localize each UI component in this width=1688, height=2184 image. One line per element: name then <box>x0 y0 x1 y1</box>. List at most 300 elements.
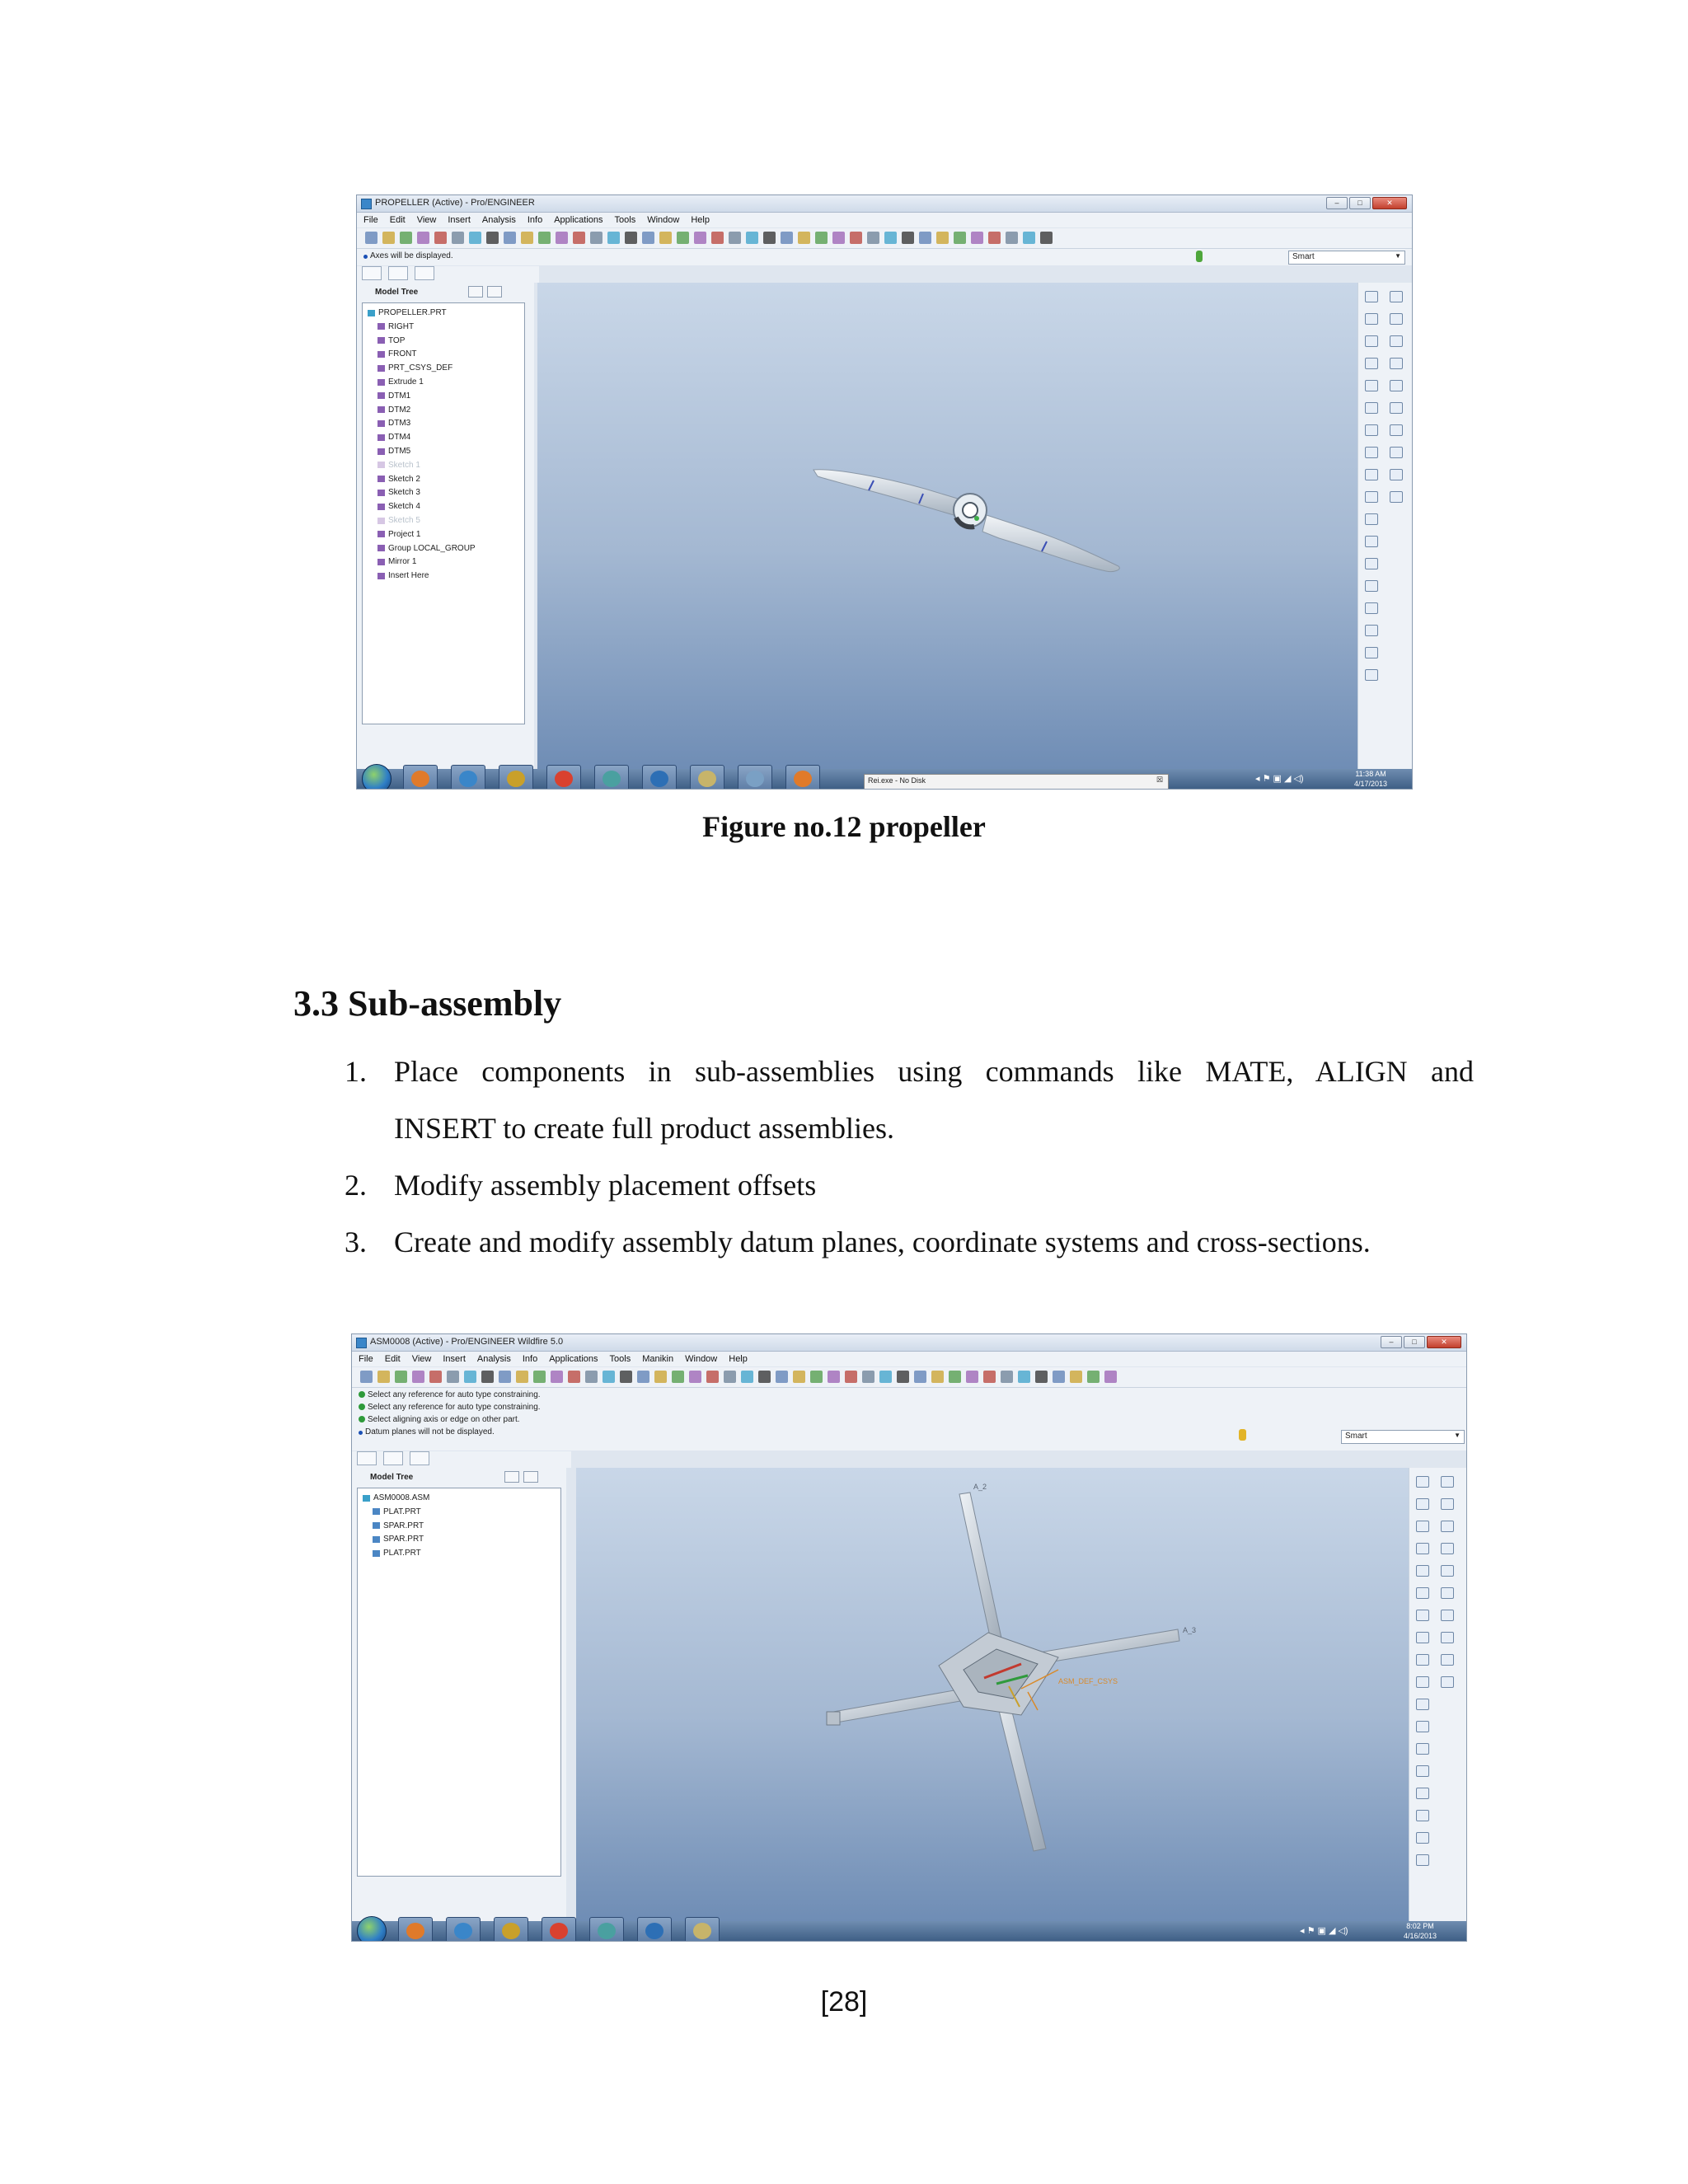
feature-tool-icon[interactable] <box>1416 1765 1429 1777</box>
feature-icon <box>377 559 385 565</box>
tree-item[interactable] <box>377 475 420 484</box>
favorites-tab[interactable] <box>415 266 434 280</box>
feature-tool-icon[interactable] <box>1365 602 1378 614</box>
graphics-window[interactable] <box>537 283 1357 769</box>
tree-item[interactable] <box>368 308 447 317</box>
menu-help[interactable]: Help <box>729 1354 748 1364</box>
minimize-button[interactable]: – <box>1326 197 1348 209</box>
toolbar-button-icon[interactable] <box>452 232 464 244</box>
tree-item-label: Project 1 <box>388 529 421 539</box>
model-tree-panel <box>357 283 534 769</box>
main-toolbar <box>357 228 1412 249</box>
list-text: Place components in sub-assemblies using commands like MATE, ALIGN and <box>394 1055 1474 1088</box>
maximize-button[interactable]: □ <box>1349 197 1371 209</box>
toolbar-button-icon[interactable] <box>568 1371 580 1383</box>
popup-close-icon[interactable]: ☒ <box>1156 776 1163 784</box>
toolbar-button-icon[interactable] <box>590 232 603 244</box>
feature-tool-icon[interactable] <box>1441 1676 1454 1688</box>
toolbar-button-icon[interactable] <box>741 1371 753 1383</box>
toolbar-button-icon[interactable] <box>481 1371 494 1383</box>
tree-item[interactable] <box>373 1535 424 1544</box>
feature-tool-icon[interactable] <box>1441 1521 1454 1532</box>
tree-item-label: PRT_CSYS_DEF <box>388 363 453 373</box>
toolbar-button-icon[interactable] <box>551 1371 563 1383</box>
feature-tool-icon[interactable] <box>1365 447 1378 458</box>
feature-tool-icon[interactable] <box>1390 313 1403 325</box>
windows-taskbar <box>357 769 1412 789</box>
tree-item[interactable] <box>377 530 420 539</box>
toolbar-button-icon[interactable] <box>659 232 672 244</box>
toolbar-button-icon[interactable] <box>815 232 828 244</box>
tree-item[interactable] <box>377 571 429 580</box>
window-title: ASM0008 (Active) - Pro/ENGINEER Wildfire 5.0 <box>370 1337 564 1347</box>
csys-label: ASM_DEF_CSYS <box>1058 1677 1118 1685</box>
tree-item[interactable] <box>377 502 420 511</box>
feature-tool-icon[interactable] <box>1365 358 1378 369</box>
feature-tool-icon[interactable] <box>1365 491 1378 503</box>
show-menu-icon[interactable] <box>523 1471 538 1483</box>
toolbar-button-icon[interactable] <box>486 232 499 244</box>
feature-icon <box>377 573 385 579</box>
toolbar-button-icon[interactable] <box>360 1371 373 1383</box>
menu-edit[interactable]: Edit <box>384 1354 401 1364</box>
message-line <box>359 1415 520 1424</box>
menu-bar <box>357 213 1412 227</box>
message-text: Select any reference for auto type constraining. <box>368 1390 541 1399</box>
toolbar-button-icon[interactable] <box>672 1371 684 1383</box>
tree-item-label: Extrude 1 <box>388 377 424 387</box>
tree-item[interactable] <box>377 377 424 387</box>
tree-item-label: DTM3 <box>388 419 411 429</box>
feature-icon <box>377 504 385 510</box>
feature-icon <box>377 490 385 496</box>
taskbar-app-button[interactable] <box>403 765 438 790</box>
status-light-icon <box>1239 1429 1246 1441</box>
feature-tool-icon[interactable] <box>1416 1654 1429 1666</box>
menu-applications[interactable]: Applications <box>554 215 603 225</box>
tree-item-label: Sketch 2 <box>388 474 420 484</box>
toolbar-button-icon[interactable] <box>931 1371 944 1383</box>
toolbar-button-icon[interactable] <box>706 1371 719 1383</box>
main-toolbar <box>352 1367 1466 1388</box>
toolbar-button-icon[interactable] <box>516 1371 528 1383</box>
start-button[interactable] <box>357 1916 387 1942</box>
taskbar-app-button[interactable] <box>738 765 772 790</box>
tree-item[interactable] <box>377 557 416 566</box>
toolbar-button-icon[interactable] <box>832 232 845 244</box>
menu-info[interactable]: Info <box>527 215 543 225</box>
toolbar-button-icon[interactable] <box>573 232 585 244</box>
feature-tool-icon[interactable] <box>1416 1743 1429 1755</box>
toolbar-button-icon[interactable] <box>429 1371 442 1383</box>
model-tree-header: Model Tree <box>370 1473 414 1482</box>
app-icon <box>698 771 716 787</box>
taskbar-app-button[interactable] <box>589 1917 624 1942</box>
toolbar-button-icon[interactable] <box>781 232 793 244</box>
menu-insert[interactable]: Insert <box>443 1354 466 1364</box>
toolbar-button-icon[interactable] <box>983 1371 996 1383</box>
status-light-icon <box>1196 251 1203 262</box>
toolbar-button-icon[interactable] <box>447 1371 459 1383</box>
tree-item-label: Group LOCAL_GROUP <box>388 543 476 553</box>
clock-time: 8:02 PM <box>1406 1922 1434 1930</box>
clock-date: 4/16/2013 <box>1404 1932 1437 1940</box>
feature-tool-icon[interactable] <box>1416 1632 1429 1643</box>
spar-arm-left <box>832 1689 965 1723</box>
menu-view[interactable]: View <box>416 215 437 225</box>
toolbar-button-icon[interactable] <box>798 232 810 244</box>
maximize-button[interactable]: □ <box>1404 1336 1425 1348</box>
toolbar-button-icon[interactable] <box>828 1371 840 1383</box>
model-tree-tab[interactable] <box>357 1451 377 1465</box>
feature-tool-icon[interactable] <box>1365 402 1378 414</box>
toolbar-button-icon[interactable] <box>637 1371 649 1383</box>
taskbar-app-button[interactable] <box>446 1917 481 1942</box>
toolbar-button-icon[interactable] <box>1001 1371 1013 1383</box>
toolbar-button-icon[interactable] <box>724 1371 736 1383</box>
graphics-window[interactable] <box>576 1468 1409 1921</box>
toolbar-button-icon[interactable] <box>1018 1371 1030 1383</box>
taskbar-app-button[interactable] <box>637 1917 672 1942</box>
feature-tool-icon[interactable] <box>1390 358 1403 369</box>
toolbar-button-icon[interactable] <box>625 232 637 244</box>
bullet-icon <box>363 255 368 259</box>
close-button[interactable]: ✕ <box>1427 1336 1461 1348</box>
window-titlebar <box>352 1334 1466 1352</box>
feature-tool-icon[interactable] <box>1416 1676 1429 1688</box>
toolbar-button-icon[interactable] <box>1087 1371 1100 1383</box>
clock-time: 11:38 AM <box>1355 770 1386 778</box>
toolbar-button-icon[interactable] <box>729 232 741 244</box>
feature-tool-icon[interactable] <box>1416 1810 1429 1821</box>
list-text: INSERT to create full product assemblies. <box>394 1112 895 1145</box>
menu-insert[interactable]: Insert <box>448 215 471 225</box>
feature-tool-icon[interactable] <box>1416 1610 1429 1621</box>
feature-icon <box>377 337 385 344</box>
toolbar-button-icon[interactable] <box>654 1371 667 1383</box>
toolbar-button-icon[interactable] <box>382 232 395 244</box>
toolbar-button-icon[interactable] <box>971 232 983 244</box>
feature-icon <box>377 379 385 386</box>
toolbar-button-icon[interactable] <box>897 1371 909 1383</box>
feature-tool-icon[interactable] <box>1441 1632 1454 1643</box>
feature-tool-icon[interactable] <box>1390 291 1403 302</box>
toolbar-button-icon[interactable] <box>556 232 568 244</box>
tree-item[interactable] <box>377 405 410 415</box>
favorites-tab[interactable] <box>410 1451 429 1465</box>
feature-tool-icon[interactable] <box>1390 491 1403 503</box>
system-tray-icons[interactable]: ◂ ⚑ ▣ ◢ ◁) <box>1255 774 1304 784</box>
toolbar-button-icon[interactable] <box>711 232 724 244</box>
tree-item[interactable] <box>377 419 410 428</box>
toolbar-button-icon[interactable] <box>746 232 758 244</box>
tree-item[interactable] <box>373 1507 421 1516</box>
toolbar-button-icon[interactable] <box>464 1371 476 1383</box>
tree-item[interactable] <box>377 516 420 525</box>
taskbar-app-button[interactable] <box>594 765 629 790</box>
system-clock[interactable] <box>1354 769 1387 789</box>
tree-item[interactable] <box>377 447 410 456</box>
feature-tool-icon[interactable] <box>1365 580 1378 592</box>
tree-settings-icon[interactable] <box>504 1471 519 1483</box>
toolbar-button-icon[interactable] <box>521 232 533 244</box>
system-clock[interactable] <box>1404 1921 1437 1941</box>
app-icon <box>356 1338 367 1348</box>
feature-tool-icon[interactable] <box>1365 647 1378 658</box>
feature-tool-icon[interactable] <box>1390 402 1403 414</box>
menu-tools[interactable]: Tools <box>609 1354 631 1364</box>
toolbar-button-icon[interactable] <box>395 1371 407 1383</box>
toolbar-button-icon[interactable] <box>1070 1371 1082 1383</box>
selection-filter[interactable] <box>1288 251 1405 265</box>
propeller-blade-right <box>982 515 1119 572</box>
tree-item-label: DTM5 <box>388 447 411 456</box>
system-tray-icons[interactable]: ◂ ⚑ ▣ ◢ ◁) <box>1300 1926 1348 1936</box>
tree-item[interactable] <box>377 322 414 331</box>
tree-item[interactable] <box>377 461 420 470</box>
feature-tool-icon[interactable] <box>1365 536 1378 547</box>
tree-item-label: PLAT.PRT <box>383 1507 421 1516</box>
toolbar-button-icon[interactable] <box>949 1371 961 1383</box>
taskbar-app-button[interactable] <box>542 1917 576 1942</box>
tree-item[interactable] <box>373 1521 424 1530</box>
feature-tool-icon[interactable] <box>1441 1543 1454 1554</box>
feature-tool-icon[interactable] <box>1390 380 1403 391</box>
feature-tool-icon[interactable] <box>1416 1699 1429 1710</box>
page-number: [28] <box>820 1986 868 2018</box>
feature-tool-icon[interactable] <box>1365 669 1378 681</box>
toolbar-button-icon[interactable] <box>1104 1371 1117 1383</box>
feature-tool-icon[interactable] <box>1365 424 1378 436</box>
feature-tool-icon[interactable] <box>1390 424 1403 436</box>
menu-file[interactable]: File <box>359 1354 373 1364</box>
menu-tools[interactable]: Tools <box>614 215 636 225</box>
toolbar-button-icon[interactable] <box>412 1371 424 1383</box>
feature-icon <box>373 1550 380 1557</box>
no-disk-popup[interactable] <box>864 774 1169 790</box>
folder-browser-tab[interactable] <box>388 266 408 280</box>
toolbar-button-icon[interactable] <box>1035 1371 1048 1383</box>
toolbar-button-icon[interactable] <box>810 1371 823 1383</box>
toolbar-button-icon[interactable] <box>533 1371 546 1383</box>
tree-settings-icon[interactable] <box>468 286 483 298</box>
feature-tool-icon[interactable] <box>1390 469 1403 480</box>
tree-item[interactable] <box>377 488 420 497</box>
feature-tool-icon[interactable] <box>1365 291 1378 302</box>
selection-filter[interactable] <box>1341 1430 1465 1444</box>
feature-tool-icon[interactable] <box>1416 1476 1429 1488</box>
feature-tool-icon[interactable] <box>1365 335 1378 347</box>
menu-applications[interactable]: Applications <box>549 1354 598 1364</box>
tree-item[interactable] <box>377 349 416 359</box>
taskbar-app-button[interactable] <box>398 1917 433 1942</box>
window-titlebar <box>357 195 1412 213</box>
taskbar-app-button[interactable] <box>546 765 581 790</box>
taskbar-app-button[interactable] <box>499 765 533 790</box>
toolbar-button-icon[interactable] <box>776 1371 788 1383</box>
feature-tool-icon[interactable] <box>1390 335 1403 347</box>
toolbar-button-icon[interactable] <box>793 1371 805 1383</box>
toolbar-button-icon[interactable] <box>1006 232 1018 244</box>
menu-analysis[interactable]: Analysis <box>476 1354 511 1364</box>
app-icon <box>454 1923 472 1939</box>
toolbar-button-icon[interactable] <box>504 232 516 244</box>
feature-icon <box>377 420 385 427</box>
feature-tool-icon[interactable] <box>1416 1543 1429 1554</box>
start-button[interactable] <box>362 764 392 790</box>
section-heading: 3.3 Sub-assembly <box>293 983 562 1024</box>
tree-item[interactable] <box>377 544 476 553</box>
tree-item[interactable] <box>363 1493 429 1502</box>
app-icon <box>502 1923 520 1939</box>
list-number: 1. <box>345 1055 367 1088</box>
toolbar-button-icon[interactable] <box>677 232 689 244</box>
toolbar-button-icon[interactable] <box>845 1371 857 1383</box>
feature-tool-icon[interactable] <box>1416 1832 1429 1844</box>
tree-item-label: TOP <box>388 335 406 345</box>
menu-file[interactable]: File <box>363 215 378 225</box>
toolbar-button-icon[interactable] <box>862 1371 874 1383</box>
minimize-button[interactable]: – <box>1381 1336 1402 1348</box>
feature-tool-icon[interactable] <box>1441 1587 1454 1599</box>
toolbar-button-icon[interactable] <box>603 1371 615 1383</box>
toolbar-button-icon[interactable] <box>620 1371 632 1383</box>
message-text: Axes will be displayed. <box>370 251 453 260</box>
model-tree-tab[interactable] <box>362 266 382 280</box>
toolbar-button-icon[interactable] <box>919 232 931 244</box>
toolbar-button-icon[interactable] <box>879 1371 892 1383</box>
feature-icon <box>377 448 385 455</box>
popup-text: Rei.exe - No Disk <box>868 776 926 785</box>
taskbar-app-button[interactable] <box>494 1917 528 1942</box>
folder-browser-tab[interactable] <box>383 1451 403 1465</box>
toolbar-button-icon[interactable] <box>902 232 914 244</box>
toolbar-button-icon[interactable] <box>954 232 966 244</box>
tree-item[interactable] <box>373 1549 421 1558</box>
taskbar-app-button[interactable] <box>642 765 677 790</box>
feature-tool-icon[interactable] <box>1365 625 1378 636</box>
toolbar-button-icon[interactable] <box>607 232 620 244</box>
feature-tool-icon[interactable] <box>1441 1654 1454 1666</box>
assembly-model <box>576 1468 1409 1921</box>
feature-icon <box>377 476 385 482</box>
app-icon <box>550 1923 568 1939</box>
feature-tool-icon[interactable] <box>1365 313 1378 325</box>
app-icon <box>746 771 764 787</box>
taskbar-app-button[interactable] <box>685 1917 720 1942</box>
feature-tool-icon[interactable] <box>1365 380 1378 391</box>
taskbar-app-button[interactable] <box>785 765 820 790</box>
feature-tool-icon[interactable] <box>1416 1788 1429 1799</box>
tree-item[interactable] <box>377 336 405 345</box>
toolbar-button-icon[interactable] <box>867 232 879 244</box>
app-icon <box>555 771 573 787</box>
menu-window[interactable]: Window <box>647 215 680 225</box>
feature-tool-icon[interactable] <box>1441 1476 1454 1488</box>
feature-tool-icon[interactable] <box>1416 1854 1429 1866</box>
windows-taskbar <box>352 1921 1466 1941</box>
right-feature-toolbar <box>1409 1468 1467 1921</box>
menu-help[interactable]: Help <box>691 215 710 225</box>
toolbar-button-icon[interactable] <box>417 232 429 244</box>
feature-tool-icon[interactable] <box>1441 1498 1454 1510</box>
menu-analysis[interactable]: Analysis <box>481 215 516 225</box>
feature-tool-icon[interactable] <box>1416 1721 1429 1732</box>
feature-icon <box>377 545 385 551</box>
toolbar-button-icon[interactable] <box>642 232 654 244</box>
toolbar-button-icon[interactable] <box>400 232 412 244</box>
menu-info[interactable]: Info <box>522 1354 538 1364</box>
toolbar-button-icon[interactable] <box>936 232 949 244</box>
feature-tool-icon[interactable] <box>1416 1521 1429 1532</box>
feature-icon <box>377 323 385 330</box>
spar-arm-top <box>959 1493 1005 1656</box>
app-icon <box>411 771 429 787</box>
app-icon <box>361 199 372 209</box>
toolbar-button-icon[interactable] <box>914 1371 926 1383</box>
toolbar-button-icon[interactable] <box>694 232 706 244</box>
navigator-tabs <box>352 1451 571 1468</box>
toolbar-button-icon[interactable] <box>689 1371 701 1383</box>
tree-item-label: DTM4 <box>388 433 411 443</box>
tree-item-label: ASM0008.ASM <box>373 1493 430 1502</box>
feature-tool-icon[interactable] <box>1441 1610 1454 1621</box>
feature-tool-icon[interactable] <box>1365 469 1378 480</box>
feature-tool-icon[interactable] <box>1416 1587 1429 1599</box>
menu-manikin[interactable]: Manikin <box>642 1354 674 1364</box>
feature-tool-icon[interactable] <box>1390 447 1403 458</box>
show-menu-icon[interactable] <box>487 286 502 298</box>
selection-filter-value: Smart <box>1292 252 1315 261</box>
list-number: 2. <box>345 1169 367 1202</box>
feature-tool-icon[interactable] <box>1365 513 1378 525</box>
tree-item[interactable] <box>377 363 452 373</box>
toolbar-button-icon[interactable] <box>884 232 897 244</box>
close-button[interactable]: ✕ <box>1372 197 1407 209</box>
tree-item[interactable] <box>377 433 410 442</box>
toolbar-button-icon[interactable] <box>758 1371 771 1383</box>
menu-view[interactable]: View <box>411 1354 432 1364</box>
feature-tool-icon[interactable] <box>1441 1565 1454 1577</box>
feature-tool-icon[interactable] <box>1365 558 1378 569</box>
toolbar-button-icon[interactable] <box>585 1371 598 1383</box>
toolbar-button-icon[interactable] <box>469 232 481 244</box>
feature-icon <box>377 531 385 537</box>
toolbar-button-icon[interactable] <box>1023 232 1035 244</box>
toolbar-button-icon[interactable] <box>499 1371 511 1383</box>
toolbar-button-icon[interactable] <box>434 232 447 244</box>
tree-item-label: DTM2 <box>388 405 411 415</box>
tree-item[interactable] <box>377 391 410 401</box>
toolbar-button-icon[interactable] <box>850 232 862 244</box>
toolbar-button-icon[interactable] <box>1040 232 1053 244</box>
taskbar-app-button[interactable] <box>690 765 724 790</box>
toolbar-button-icon[interactable] <box>538 232 551 244</box>
toolbar-button-icon[interactable] <box>966 1371 978 1383</box>
toolbar-button-icon[interactable] <box>377 1371 390 1383</box>
feature-tool-icon[interactable] <box>1416 1565 1429 1577</box>
menu-window[interactable]: Window <box>685 1354 718 1364</box>
toolbar-button-icon[interactable] <box>763 232 776 244</box>
taskbar-app-button[interactable] <box>451 765 485 790</box>
message-line <box>363 251 453 260</box>
toolbar-button-icon[interactable] <box>988 232 1001 244</box>
menu-edit[interactable]: Edit <box>389 215 406 225</box>
toolbar-button-icon[interactable] <box>365 232 377 244</box>
toolbar-button-icon[interactable] <box>1053 1371 1065 1383</box>
feature-tool-icon[interactable] <box>1416 1498 1429 1510</box>
window-title: PROPELLER (Active) - Pro/ENGINEER <box>375 198 535 208</box>
